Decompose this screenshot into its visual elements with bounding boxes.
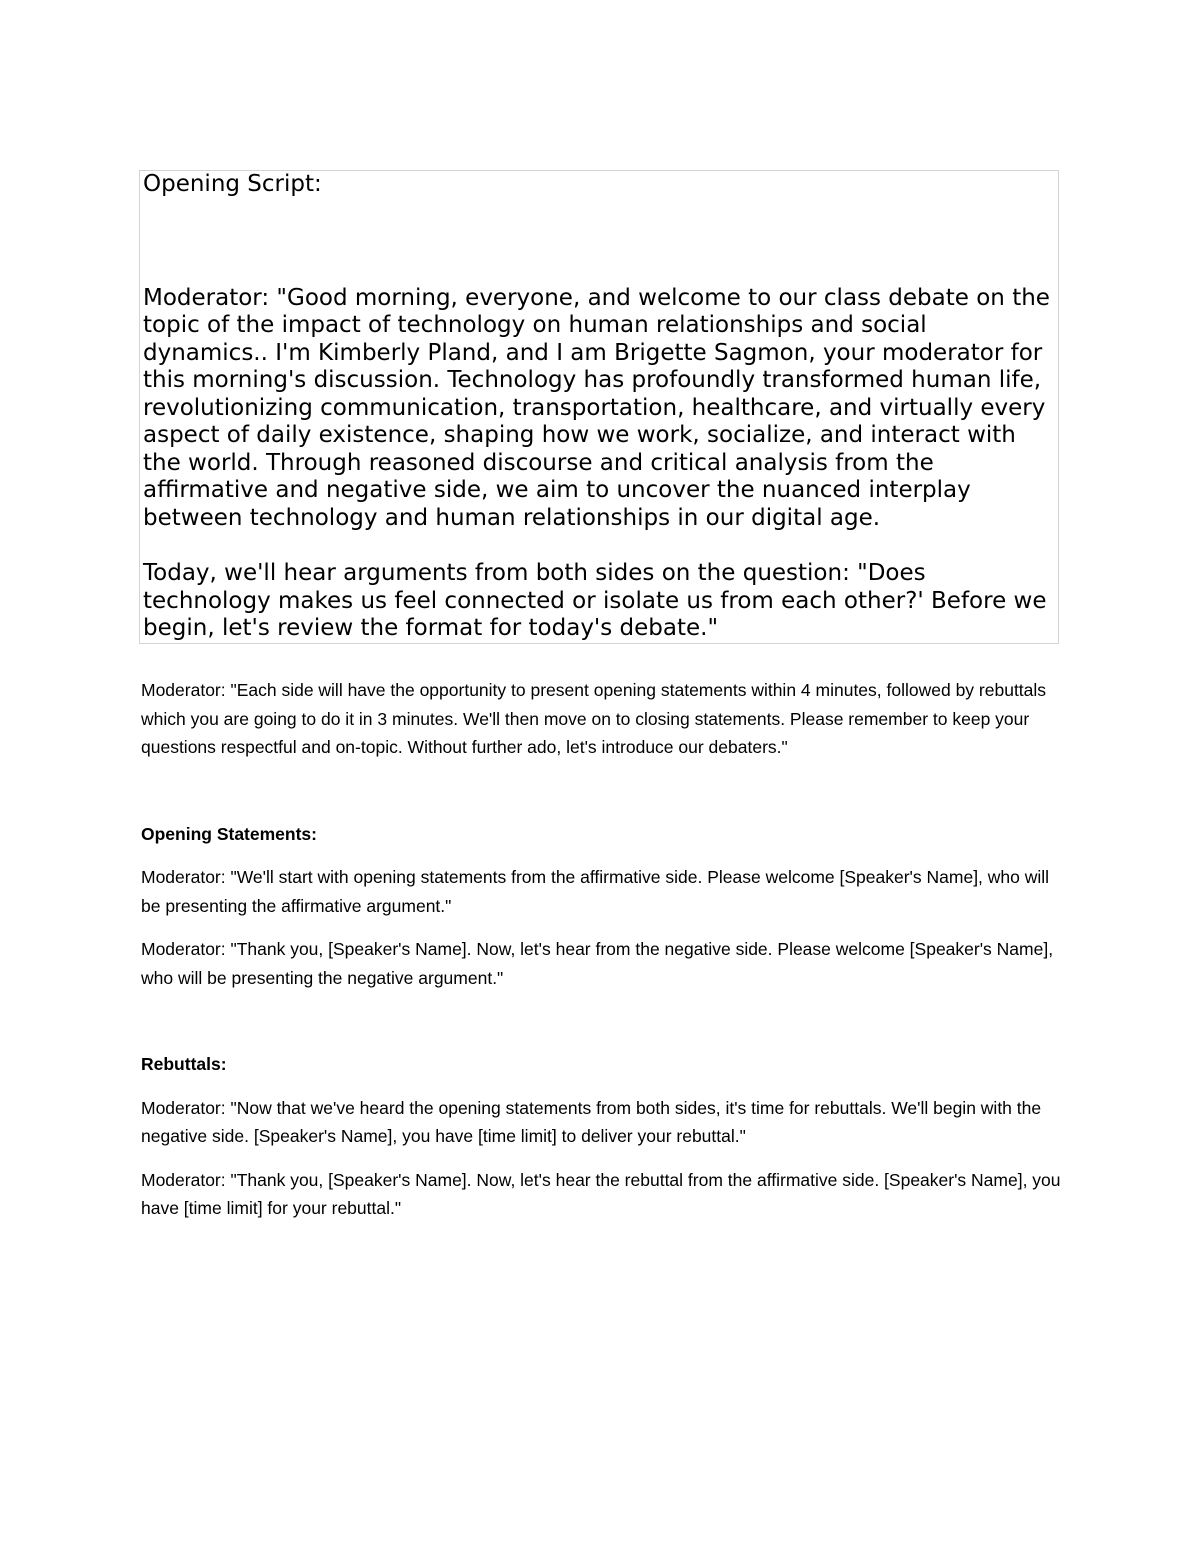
opening-script-textbox[interactable] — [139, 170, 1059, 644]
opening-statements-paragraph: Moderator: "Thank you, [Speaker's Name]. Now, let's hear from the negative side. Please welcome [Speaker's Name], who will be presenting the negative argument." — [141, 939, 1054, 988]
document-body — [141, 676, 1061, 1223]
opening-statements-paragraph: Moderator: "We'll start with opening statements from the affirmative side. Please welcome [Speaker's Name], who will be presenting the affirmative argument." — [141, 867, 1050, 916]
section-heading-rebuttals: Rebuttals: — [141, 1054, 227, 1074]
section-heading-opening-statements: Opening Statements: — [141, 823, 317, 844]
rebuttals-paragraph: Moderator: "Thank you, [Speaker's Name]. Now, let's hear the rebuttal from the affirmative side. [Speaker's Name], you have [time limit] for your rebuttal." — [141, 1169, 1061, 1218]
rebuttals-paragraph: Moderator: "Now that we've heard the opening statements from both sides, it's time for rebuttals. We'll begin with the negative side. [Speaker's Name], you have [time limit] to deliver your rebuttal." — [141, 1097, 1042, 1146]
opening-script-paragraph-welcome: Moderator: "Good morning, everyone, and welcome to our class debate on the topic of the impact of technology on human relationships and social dynamics.. I'm Kimberly Pland, and I am Brigette Sagmon, your moderator for this morning's discussion. Technology has profoundly transformed human life, revolutionizing communication, transportation, healthcare, and virtually every aspect of daily existence, shaping how we work, socialize, and interact with the world. Through reasoned discourse and critical analysis from the affirmative and negative side, we aim to uncover the nuanced interplay between technology and human relationships in our digital age. — [143, 284, 1050, 531]
opening-script-paragraph-question: Today, we'll hear arguments from both sides on the question: "Does technology makes us feel connected or isolate us from each other?' Before we begin, let's review the format for today's debate." — [143, 560, 1047, 641]
opening-script-title: Opening Script: — [143, 171, 322, 197]
format-paragraph: Moderator: "Each side will have the opportunity to present opening statements within 4 minutes, followed by rebuttals which you are going to do it in 3 minutes. We'll then move on to closing statements. Please remember to keep your questions respectful and on-topic. Without further ado, let's introduce our debaters." — [141, 680, 1047, 757]
